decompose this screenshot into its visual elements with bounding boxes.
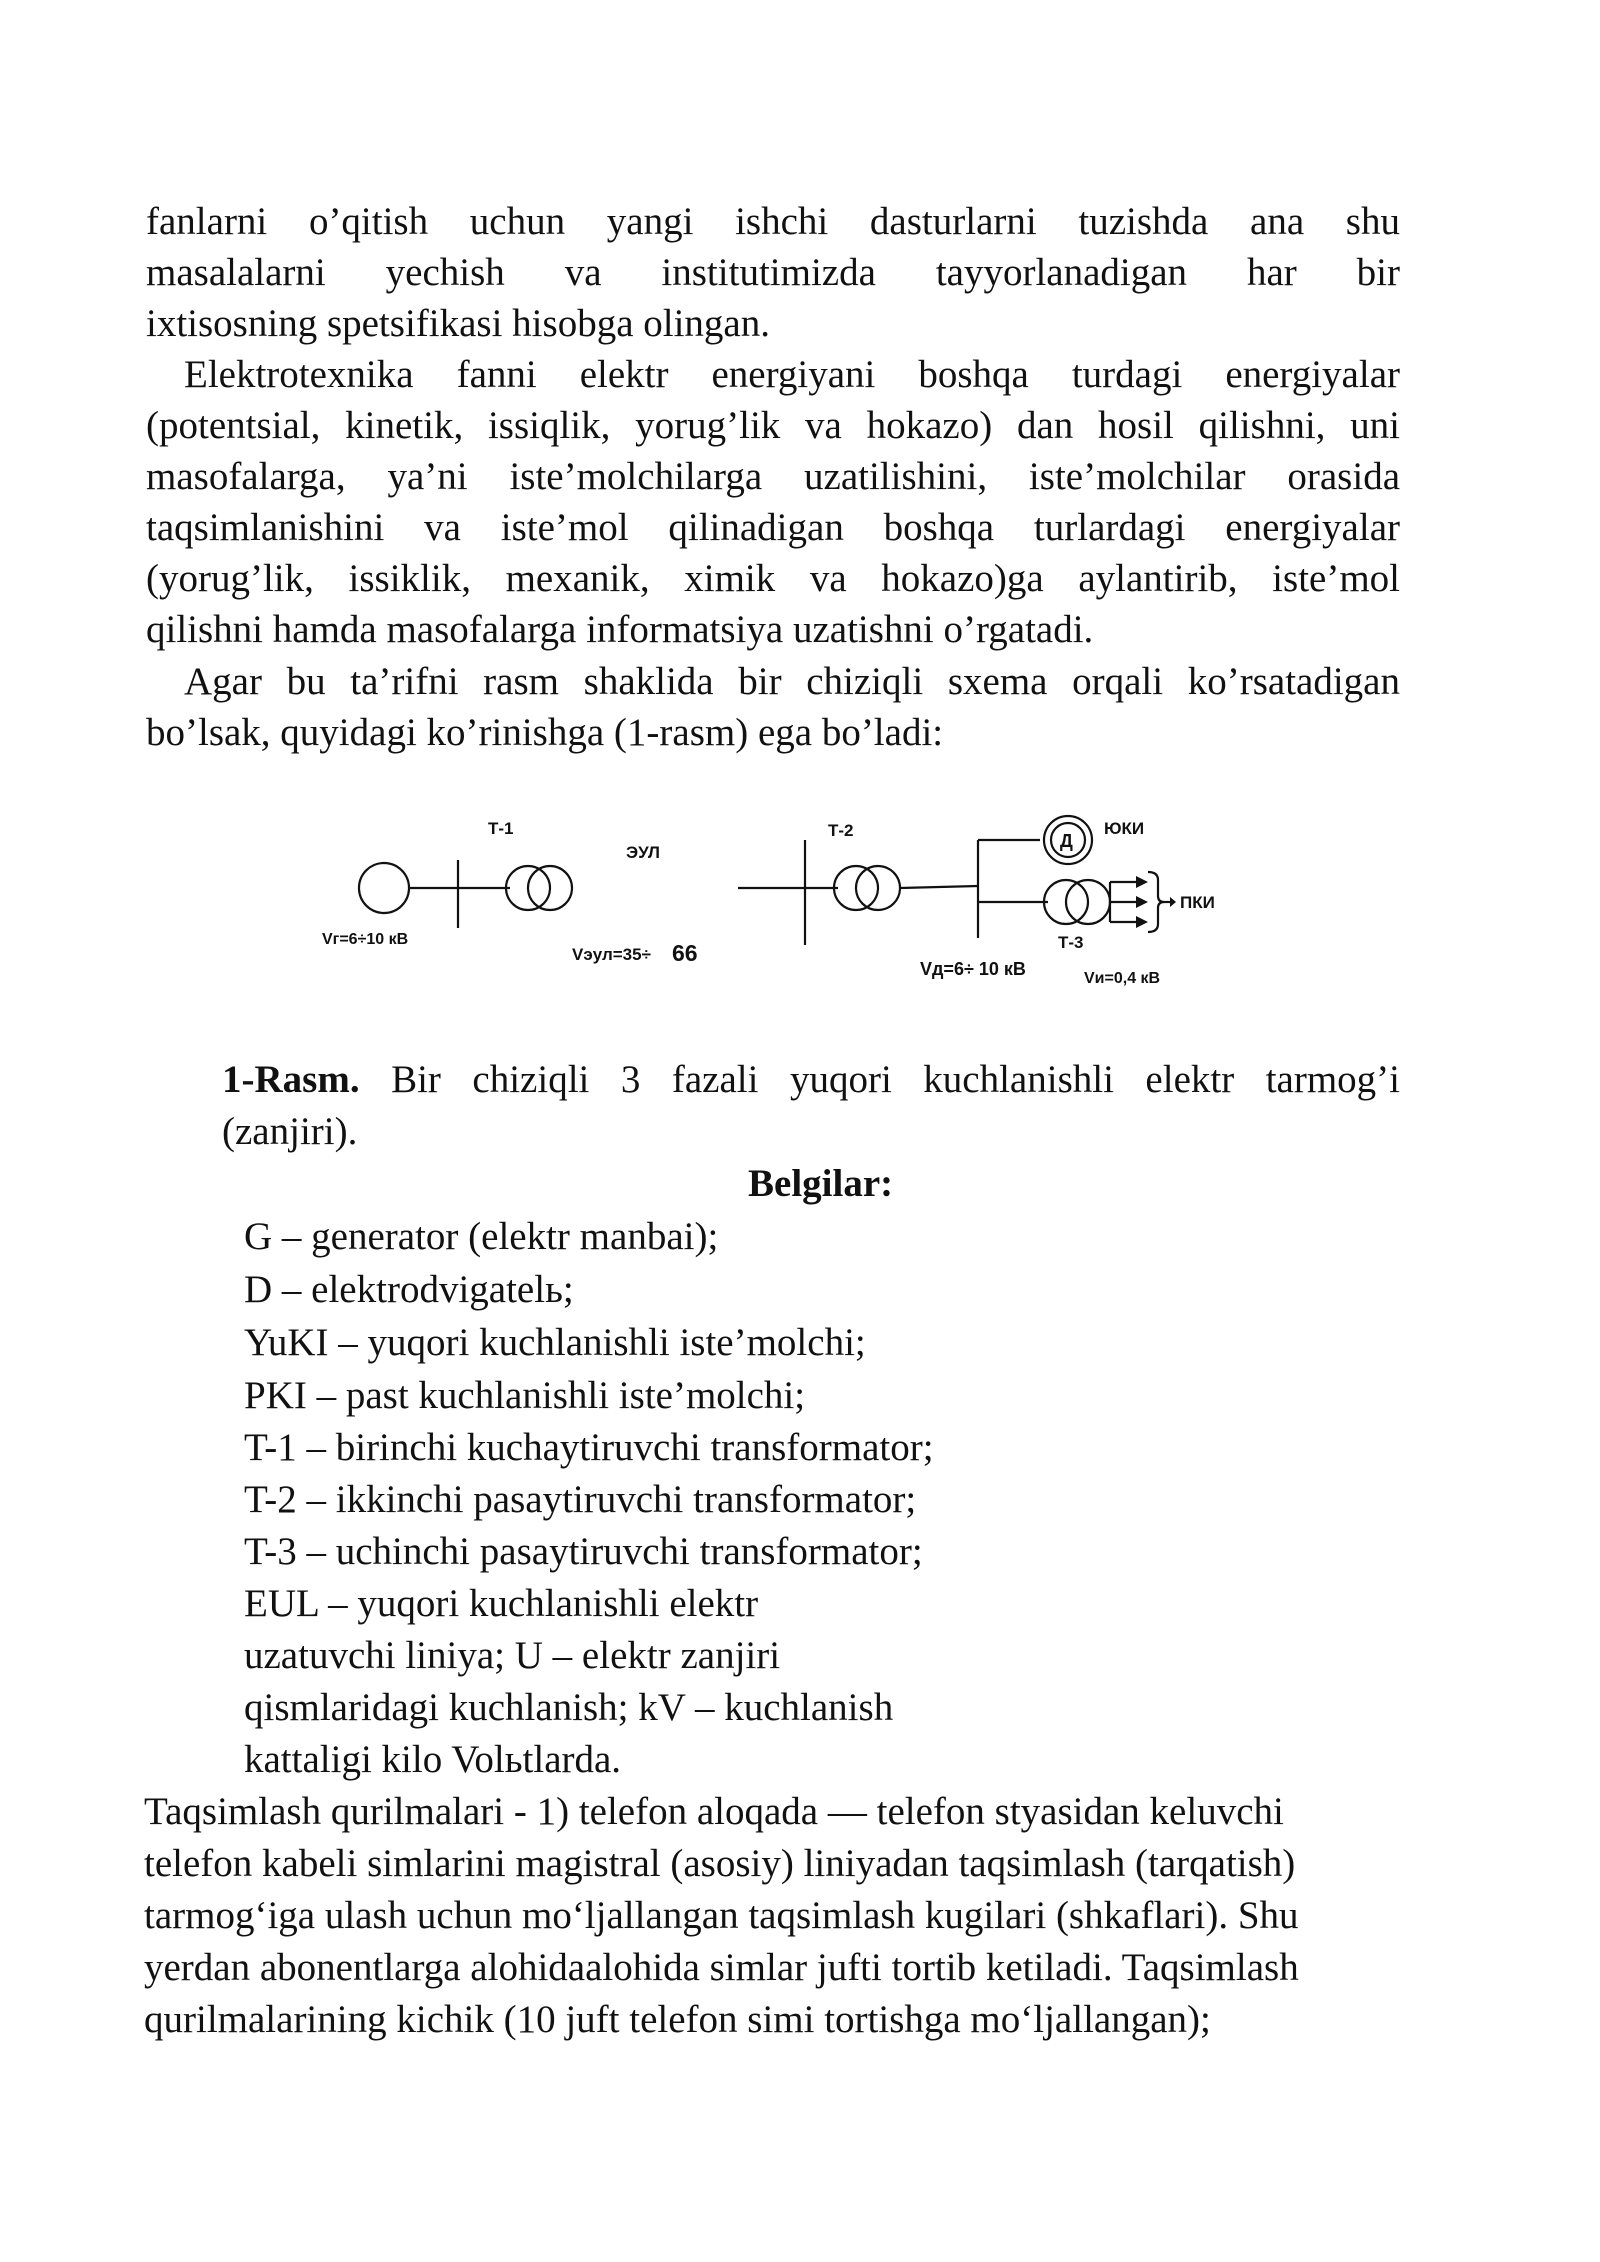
paragraph-line: tarmog‘iga ulash uchun mo‘ljallangan taqsimlash kugilari (shkaflari). Shu	[144, 1894, 1299, 1937]
paragraph-line: yerdan abonentlarga alohidaalohida simlar jufti tortib ketiladi. Taqsimlash	[144, 1946, 1299, 1989]
paragraph-line: bo’lsak, quyidagi ko’rinishga (1-rasm) ega bo’ladi:	[146, 711, 944, 754]
legend-item: PKI – past kuchlanishli iste’molchi;	[244, 1374, 806, 1417]
paragraph-line: telefon kabeli simlarini magistral (asosiy) liniyadan taqsimlash (tarqatish)	[144, 1842, 1296, 1885]
label-t2: Т-2	[828, 821, 854, 840]
label-veul-num: 66	[672, 940, 698, 966]
label-eul: ЭУЛ	[626, 843, 660, 862]
label-t3: Т-3	[1058, 933, 1084, 952]
legend-item: T-3 – uchinchi pasaytiruvchi transformator;	[244, 1530, 923, 1573]
legend-item: T-2 – ikkinchi pasaytiruvchi transformator;	[244, 1478, 917, 1521]
label-vg: Vг=6÷10 кВ	[322, 931, 409, 948]
legend-item: uzatuvchi liniya; U – elektr zanjiri	[244, 1634, 781, 1677]
legend-item: kattaligi kilo Volьtlarda.	[244, 1738, 622, 1781]
legend-item: qismlaridagi kuchlanish; kV – kuchlanish	[244, 1686, 894, 1729]
label-veul: Vэул=35÷	[572, 945, 651, 964]
paragraph-line: masalalarni yechish va institutimizda tayyorlanadigan har bir	[146, 251, 1400, 294]
paragraph-line: (yorug’lik, issiklik, mexanik, ximik va hokazo)ga aylantirib, iste’mol	[146, 557, 1400, 600]
label-t1: Т-1	[488, 819, 514, 838]
label-vd: Vд=6÷ 10 кВ	[920, 959, 1026, 979]
legend-item: T-1 – birinchi kuchaytiruvchi transformator;	[244, 1426, 934, 1469]
label-d: Д	[1060, 831, 1073, 851]
label-pki: ПКИ	[1180, 893, 1215, 912]
paragraph-line: Agar bu ta’rifni rasm shaklida bir chiziqli sxema orqali ko’rsatadigan	[184, 660, 1400, 703]
paragraph-line: masofalarga, ya’ni iste’molchilarga uzatilishini, iste’molchilar orasida	[146, 455, 1400, 498]
legend-item: D – elektrodvigatelь;	[244, 1268, 574, 1311]
figure-caption-cont: (zanjiri).	[222, 1110, 358, 1153]
generator-symbol	[359, 863, 409, 913]
paragraph-line: Taqsimlash qurilmalari - 1) telefon aloqada — telefon styasidan keluvchi	[144, 1790, 1284, 1833]
paragraph-line: fanlarni o’qitish uchun yangi ishchi dasturlarni tuzishda ana shu	[146, 200, 1400, 243]
legend-title: Belgilar:	[748, 1162, 894, 1205]
label-yuki: ЮКИ	[1104, 819, 1145, 838]
paragraph-line: taqsimlanishini va iste’mol qilinadigan boshqa turlardagi energiyalar	[146, 506, 1400, 549]
caption-text: Bir chiziqli 3 fazali yuqori kuchlanishli elektr tarmog’i	[391, 1058, 1400, 1101]
paragraph-line: qilishni hamda masofalarga informatsiya uzatishni o’rgatadi.	[146, 608, 1094, 651]
paragraph-line: Elektrotexnika fanni elektr energiyani boshqa turdagi energiyalar	[184, 353, 1400, 396]
caption-label: 1-Rasm.	[222, 1058, 360, 1101]
legend-item: G – generator (elektr manbai);	[244, 1215, 719, 1258]
label-vi: Vи=0,4 кВ	[1084, 970, 1161, 987]
paragraph-line: ixtisosning spetsifikasi hisobga olingan.	[146, 302, 770, 345]
circuit-diagram	[300, 810, 1260, 1000]
figure-caption	[222, 1054, 1400, 1106]
paragraph-line: qurilmalarining kichik (10 juft telefon simi tortishga mo‘ljallangan);	[144, 1998, 1211, 2041]
legend-item: YuKI – yuqori kuchlanishli iste’molchi;	[244, 1321, 866, 1364]
pki-brace	[1148, 872, 1164, 932]
paragraph-line: (potentsial, kinetik, issiqlik, yorug’lik va hokazo) dan hosil qilishni, uni	[146, 404, 1400, 447]
legend-item: EUL – yuqori kuchlanishli elektr	[244, 1582, 759, 1625]
